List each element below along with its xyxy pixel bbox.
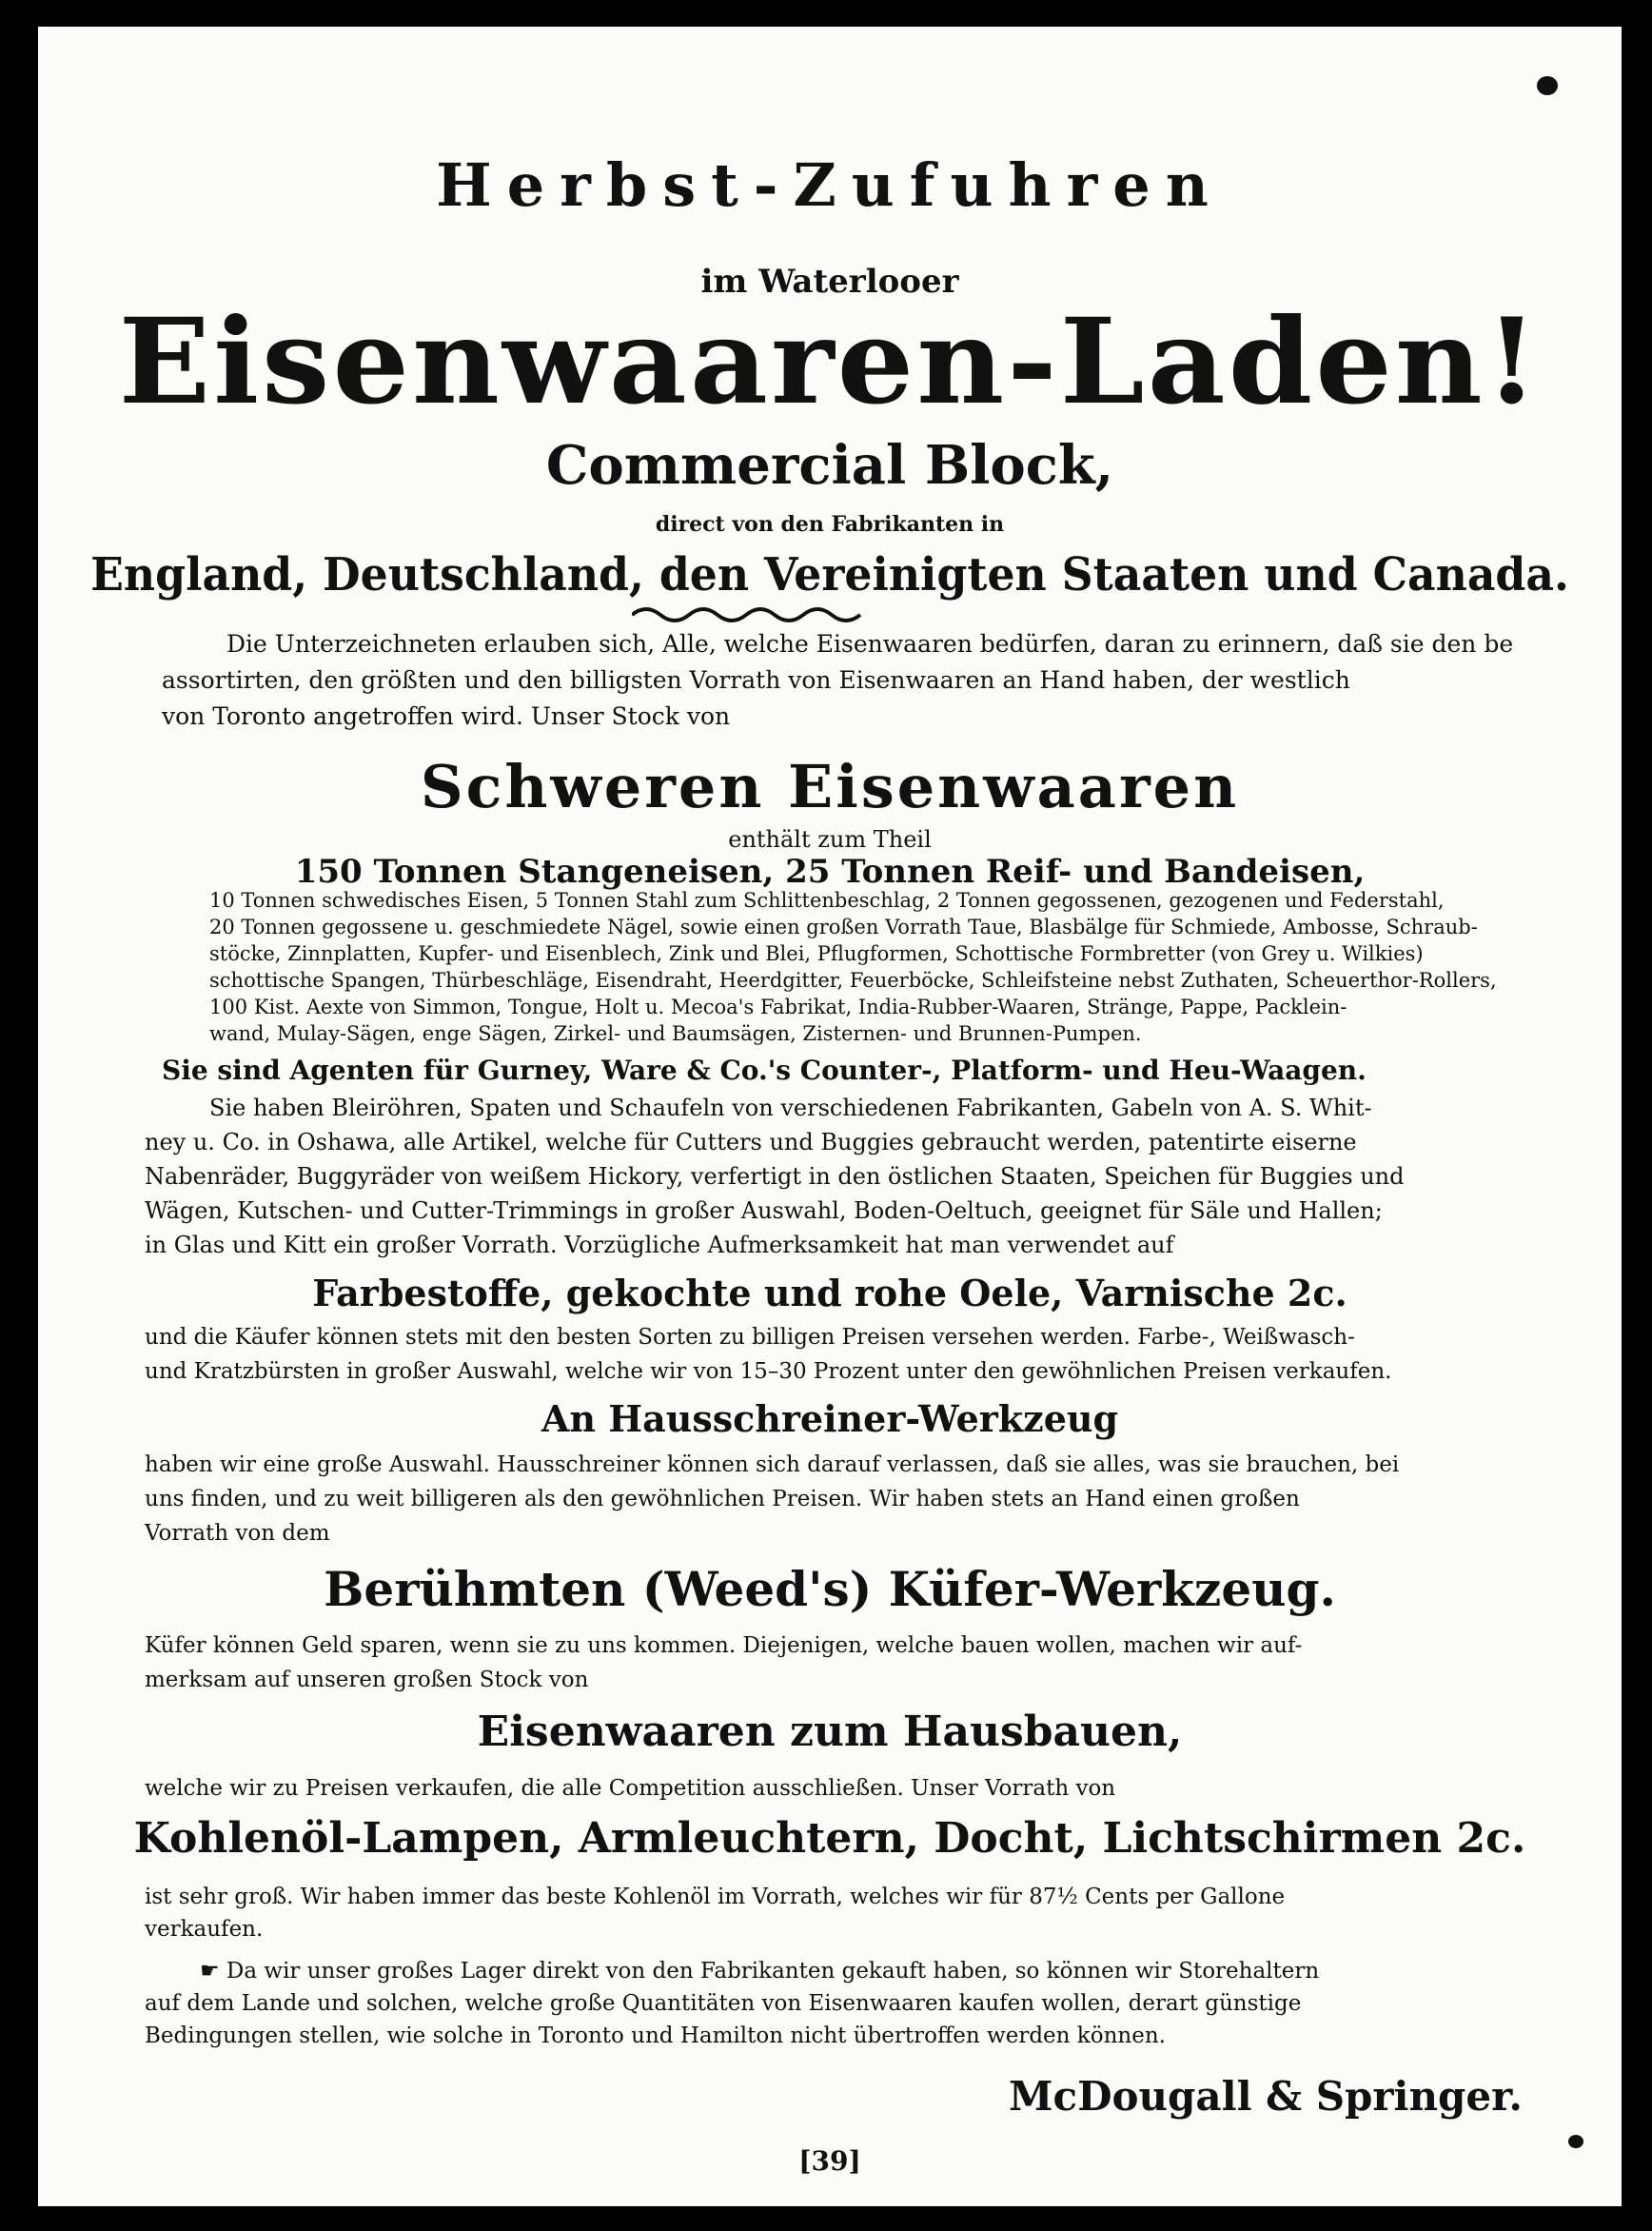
ink-smudge (1537, 76, 1558, 95)
agents-line: Sie sind Agenten für Gurney, Ware & Co.'s Counter-, Platform- und Heu-Waagen. (162, 1055, 1367, 1086)
inventory-line: 10 Tonnen schwedisches Eisen, 5 Tonnen Stahl zum Schlittenbeschlag, 2 Tonnen gegossenen, gezogenen und Federstahl, (209, 889, 1445, 912)
body-line: Vorrath von dem (145, 1521, 330, 1546)
body-line: ☛ Da wir unser großes Lager direkt von den Fabrikanten gekauft haben, so können wir Storehaltern (200, 1959, 1320, 1984)
body-line: Küfer können Geld sparen, wenn sie zu uns kommen. Diejenigen, welche bauen wollen, machen wir auf- (145, 1633, 1303, 1658)
colors-heading: Farbestoffe, gekochte und rohe Oele, Varnische 2c. (312, 1272, 1347, 1314)
inventory-line: wand, Mulay-Sägen, enge Sägen, Zirkel- und Baumsägen, Zisternen- und Brunnen-Pumpen. (209, 1022, 1142, 1045)
direct-line: direct von den Fabrikanten in (655, 512, 1005, 537)
body-line: und die Käufer können stets mit den besten Sorten zu billigen Preisen versehen werden. Farbe-, Weißwasch- (145, 1325, 1355, 1350)
countries-line: England, Deutschland, den Vereinigten Staaten und Canada. (90, 548, 1569, 602)
tools-heading: An Hausschreiner-Werkzeug (541, 1397, 1119, 1440)
body-line: Bedingungen stellen, wie solche in Toronto und Hamilton nicht übertroffen werden können. (145, 2024, 1166, 2048)
body-line: ney u. Co. in Oshawa, alle Artikel, welche für Cutters und Buggies gebraucht werden, patentirte eiserne (145, 1129, 1357, 1155)
commercial-block: Commercial Block, (545, 434, 1114, 497)
decorative-divider (632, 603, 870, 626)
header-line-2: im Waterlooer (700, 263, 959, 301)
inventory-line: stöcke, Zinnplatten, Kupfer- und Eisenblech, Zink und Blei, Pflugformen, Schottische Formbretter (von Grey u. Wilkies) (209, 942, 1424, 965)
lamps-heading: Kohlenöl-Lampen, Armleuchtern, Docht, Lichtschirmen 2c. (133, 1814, 1526, 1863)
inventory-line: schottische Spangen, Thürbeschläge, Eisendraht, Heerdgitter, Feuerböcke, Schleifsteine nebst Zuthaten, Scheuerthor-Rollers, (209, 969, 1497, 992)
ink-smudge (1568, 2135, 1583, 2148)
building-heading: Eisenwaaren zum Hausbauen, (477, 1708, 1183, 1756)
signature: McDougall & Springer. (1009, 2073, 1523, 2120)
body-line: welche wir zu Preisen verkaufen, die alle Competition ausschließen. Unser Vorrath von (145, 1776, 1116, 1801)
inventory-line: 100 Kist. Aexte von Simmon, Tongue, Holt u. Mecoa's Fabrikat, India-Rubber-Waaren, Stränge, Pappe, Packlein- (209, 996, 1347, 1018)
body-line: uns finden, und zu weit billigeren als den gewöhnlichen Preisen. Wir haben stets an Hand einen großen (145, 1487, 1300, 1511)
intro-line: assortirten, den größten und den billigsten Vorrath von Eisenwaaren an Hand haben, der westlich (162, 666, 1350, 694)
heavy-heading: Schweren Eisenwaaren (420, 752, 1240, 821)
heavy-subheading: enthält zum Theil (728, 826, 932, 853)
inventory-line: 20 Tonnen gegossene u. geschmiedete Nägel, sowie einen großen Vorrath Taue, Blasbälge für Schmiede, Ambosse, Schraub- (209, 916, 1478, 938)
body-line: Wägen, Kutschen- und Cutter-Trimmings in großer Auswahl, Boden-Oeltuch, geeignet für Säle und Hallen; (145, 1197, 1383, 1224)
body-line: in Glas und Kitt ein großer Vorrath. Vorzügliche Aufmerksamkeit hat man verwendet auf (145, 1232, 1174, 1258)
page-title: Eisenwaaren-Laden! (118, 293, 1542, 431)
intro-line: von Toronto angetroffen wird. Unser Stock von (162, 702, 731, 730)
body-line: und Kratzbürsten in großer Auswahl, welche wir von 15–30 Prozent unter den gewöhnlichen Preisen verkaufen. (145, 1359, 1392, 1384)
body-line: auf dem Lande und solchen, welche große Quantitäten von Eisenwaaren kaufen wollen, derart günstige (145, 1991, 1302, 2016)
advertisement-page (38, 27, 1622, 2206)
body-line: ist sehr groß. Wir haben immer das beste Kohlenöl im Vorrath, welches wir für 87½ Cents per Gallone (145, 1885, 1286, 1909)
tons-line: 150 Tonnen Stangeneisen, 25 Tonnen Reif- und Bandeisen, (294, 853, 1366, 891)
body-line: Sie haben Bleiröhren, Spaten und Schaufeln von verschiedenen Fabrikanten, Gabeln von A. S. Whit- (209, 1095, 1372, 1121)
intro-line: Die Unterzeichneten erlauben sich, Alle, welche Eisenwaaren bedürfen, daran zu erinnern, daß sie den be (226, 630, 1514, 658)
body-line: haben wir eine große Auswahl. Hausschreiner können sich darauf verlassen, daß sie alles, was sie brauchen, bei (145, 1452, 1400, 1477)
body-line: merksam auf unseren großen Stock von (145, 1668, 589, 1692)
body-line: verkaufen. (145, 1917, 264, 1942)
page-number: [39] (798, 2145, 861, 2177)
cooper-heading: Berühmten (Weed's) Küfer-Werkzeug. (324, 1561, 1336, 1617)
body-line: Nabenräder, Buggyräder von weißem Hickory, verfertigt in den östlichen Staaten, Speichen für Buggies und (145, 1163, 1405, 1190)
header-line-1: Herbst-Zufuhren (436, 150, 1224, 220)
